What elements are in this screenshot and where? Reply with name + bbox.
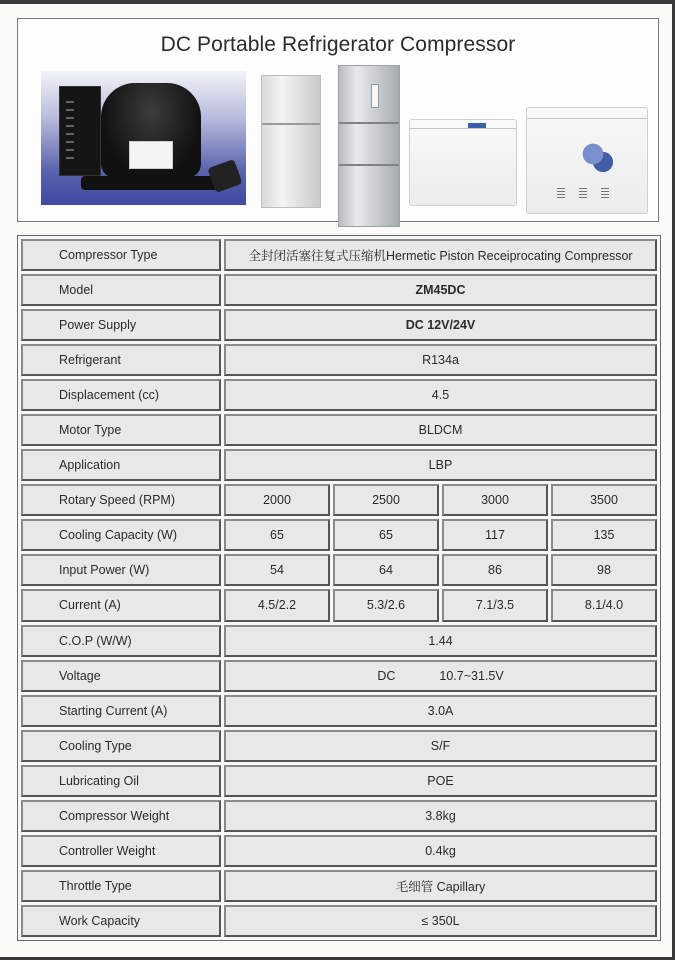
- spec-label: Work Capacity: [21, 905, 221, 937]
- spec-label: Cooling Capacity (W): [21, 519, 221, 551]
- spec-value: S/F: [224, 730, 657, 762]
- spec-label: Motor Type: [21, 414, 221, 446]
- spec-value: 86: [442, 554, 548, 586]
- spec-label: Compressor Weight: [21, 800, 221, 832]
- vent-icon: [557, 188, 565, 200]
- controller-box: [59, 86, 101, 176]
- spec-label: Controller Weight: [21, 835, 221, 867]
- freezer-display: [468, 123, 486, 128]
- spec-value: 135: [551, 519, 657, 551]
- spec-label: Throttle Type: [21, 870, 221, 902]
- spec-row-motor-type: [21, 414, 657, 446]
- spec-label: Application: [21, 449, 221, 481]
- spec-row-cooling-capacity: [21, 519, 657, 551]
- voltage-prefix: DC: [377, 668, 396, 683]
- spec-label: Refrigerant: [21, 344, 221, 376]
- spec-row-rotary-speed: [21, 484, 657, 516]
- spec-value: 54: [224, 554, 330, 586]
- spec-label: Rotary Speed (RPM): [21, 484, 221, 516]
- spec-value: 3.0A: [224, 695, 657, 727]
- spec-value: LBP: [224, 449, 657, 481]
- spec-label: Displacement (cc): [21, 379, 221, 411]
- spec-value: 64: [333, 554, 439, 586]
- spec-value: 3.8kg: [224, 800, 657, 832]
- vent-icon: [579, 188, 587, 200]
- spec-row-controller-weight: [21, 835, 657, 867]
- spec-label: Current (A): [21, 589, 221, 621]
- vent-icon: [601, 188, 609, 200]
- spec-value: 1.44: [224, 625, 657, 657]
- chest-freezer-photo: [409, 119, 517, 206]
- spec-value: 4.5: [224, 379, 657, 411]
- spec-row-compressor-weight: [21, 800, 657, 832]
- freezer-logo-graphic: [577, 138, 617, 178]
- spec-value: 全封闭活塞往复式压缩机Hermetic Piston Receiprocating Compressor: [224, 239, 657, 271]
- spec-label: Lubricating Oil: [21, 765, 221, 797]
- two-door-refrigerator-photo: [261, 75, 321, 208]
- spec-value: ZM45DC: [224, 274, 657, 306]
- spec-row-refrigerant: [21, 344, 657, 376]
- compressor-photo: [41, 71, 246, 205]
- spec-label: Power Supply: [21, 309, 221, 341]
- spec-value: 0.4kg: [224, 835, 657, 867]
- spec-value: 5.3/2.6: [333, 589, 439, 621]
- spec-value: 8.1/4.0: [551, 589, 657, 621]
- spec-value: [224, 660, 657, 692]
- spec-label: C.O.P (W/W): [21, 625, 221, 657]
- spec-row-compressor-type: [21, 239, 657, 271]
- spec-value: POE: [224, 765, 657, 797]
- spec-value: 2000: [224, 484, 330, 516]
- spec-value: R134a: [224, 344, 657, 376]
- spec-row-model: [21, 274, 657, 306]
- spec-value: 117: [442, 519, 548, 551]
- spec-value: ≤ 350L: [224, 905, 657, 937]
- spec-row-application: [21, 449, 657, 481]
- spec-table: [17, 235, 661, 941]
- spec-value: 2500: [333, 484, 439, 516]
- spec-value: 毛细管 Capillary: [224, 870, 657, 902]
- spec-label: Voltage: [21, 660, 221, 692]
- spec-row-voltage: [21, 660, 657, 692]
- spec-value: BLDCM: [224, 414, 657, 446]
- banner-title: DC Portable Refrigerator Compressor: [160, 33, 516, 56]
- spec-value: 65: [224, 519, 330, 551]
- spec-value: 3500: [551, 484, 657, 516]
- spec-row-cooling-type: [21, 730, 657, 762]
- spec-row-input-power: [21, 554, 657, 586]
- spec-value: 4.5/2.2: [224, 589, 330, 621]
- voltage-range: 10.7~31.5V: [439, 668, 504, 683]
- spec-label: Cooling Type: [21, 730, 221, 762]
- compressor-label: [129, 141, 173, 169]
- three-door-refrigerator-photo: [338, 65, 400, 227]
- page-border-top: [0, 0, 675, 4]
- spec-value: 3000: [442, 484, 548, 516]
- spec-label: Starting Current (A): [21, 695, 221, 727]
- spec-row-work-capacity: [21, 905, 657, 937]
- spec-value: 65: [333, 519, 439, 551]
- spec-row-starting-current: [21, 695, 657, 727]
- spec-label: Input Power (W): [21, 554, 221, 586]
- spec-row-current: [21, 589, 657, 621]
- spec-row-power-supply: [21, 309, 657, 341]
- spec-label: Compressor Type: [21, 239, 221, 271]
- spec-row-displacement: [21, 379, 657, 411]
- spec-label: Model: [21, 274, 221, 306]
- product-banner: [17, 18, 659, 222]
- spec-row-cop: [21, 625, 657, 657]
- fridge-display-panel: [371, 84, 379, 108]
- double-lid-freezer-photo: [526, 107, 648, 214]
- spec-value: DC 12V/24V: [224, 309, 657, 341]
- compressor-base: [81, 176, 221, 190]
- spec-value: 98: [551, 554, 657, 586]
- spec-row-lubricating-oil: [21, 765, 657, 797]
- spec-row-throttle-type: [21, 870, 657, 902]
- spec-value: 7.1/3.5: [442, 589, 548, 621]
